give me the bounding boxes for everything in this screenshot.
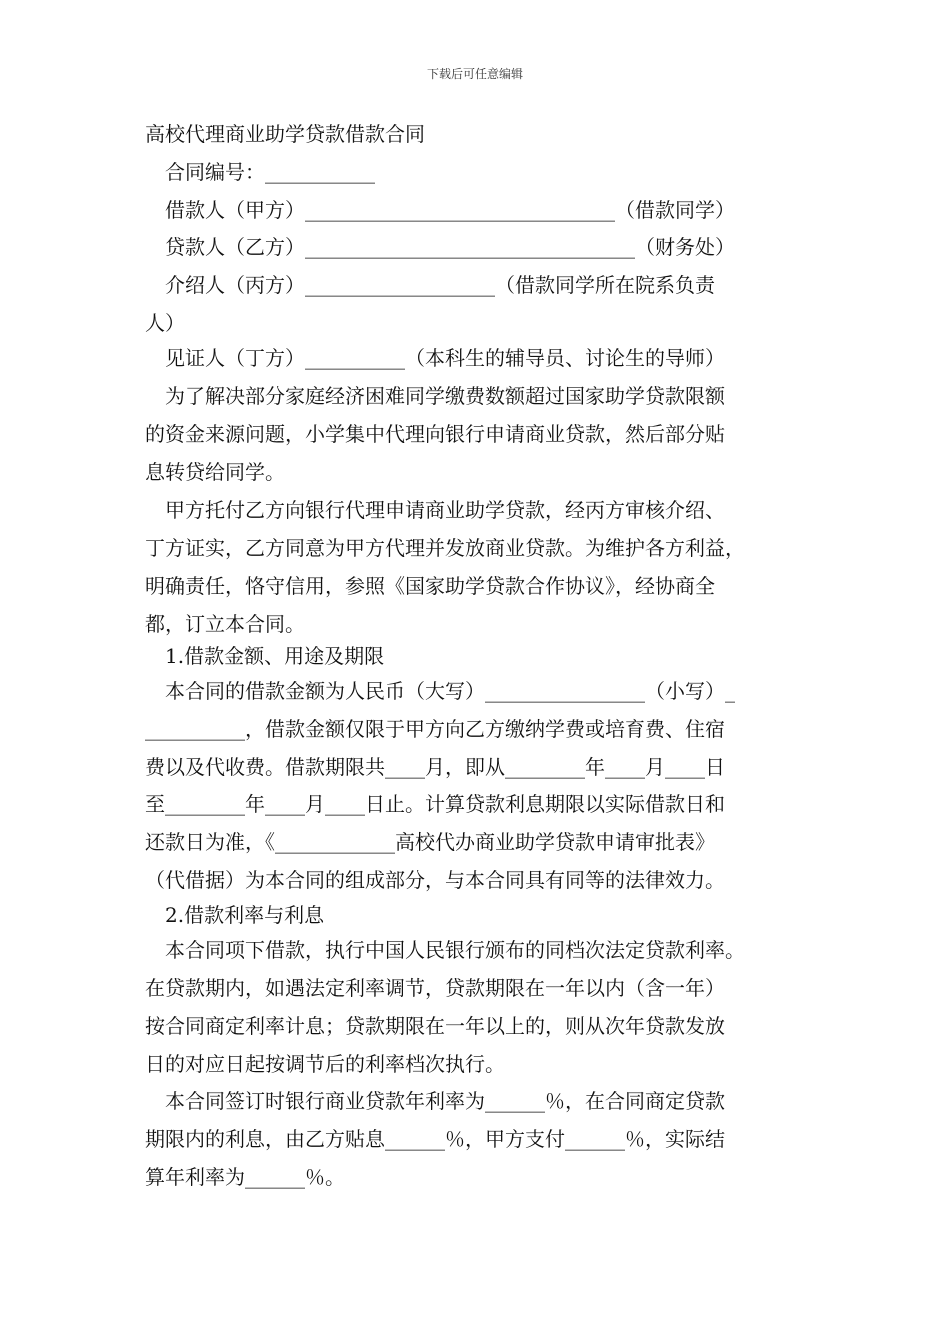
header-note: 下载后可任意编辑	[426, 67, 523, 81]
paragraph-line: __________，借款金额仅限于甲方向乙方缴纳学费或培育费、住宿	[145, 717, 725, 741]
paragraph-line: 至________年____月____日止。计算贷款利息期限以实际借款日和	[145, 792, 725, 816]
paragraph-line: 期限内的利息，由乙方贴息______％，甲方支付______％，实际结	[145, 1127, 725, 1151]
paragraph-line: 为了解决部分家庭经济困难同学缴费数额超过国家助学贷款限额	[165, 384, 725, 408]
paragraph-line: 费以及代收费。借款期限共____月，即从________年____月____日	[145, 755, 725, 779]
borrower-line: 借款人（甲方）_______________________________（借款同学）	[165, 198, 735, 222]
paragraph-line: 都，订立本合同。	[145, 612, 305, 636]
introducer-line: 介绍人（丙方）___________________（借款同学所在院系负责	[165, 273, 715, 297]
paragraph-line: 本合同的借款金额为人民币（大写）________________（小写）_	[165, 679, 735, 703]
contract-number-line: 合同编号：___________	[165, 160, 375, 184]
paragraph-line: 日的对应日起按调节后的利率档次执行。	[145, 1052, 505, 1076]
section-heading-2: 2.借款利率与利息	[165, 903, 325, 927]
paragraph-line: （代借据）为本合同的组成部分，与本合同具有同等的法律效力。	[145, 868, 725, 892]
paragraph-line: 本合同项下借款，执行中国人民银行颁布的同档次法定贷款利率。	[165, 938, 745, 962]
paragraph-line: 丁方证实，乙方同意为甲方代理并发放商业贷款。为维护各方利益，	[145, 536, 745, 560]
introducer-line-cont: 人）	[145, 311, 185, 335]
paragraph-line: 算年利率为______％。	[145, 1165, 345, 1189]
paragraph-line: 在贷款期内，如遇法定利率调节，贷款期限在一年以内（含一年）	[145, 976, 725, 1000]
paragraph-line: 的资金来源问题，小学集中代理向银行申请商业贷款，然后部分贴	[145, 422, 725, 446]
paragraph-line: 本合同签订时银行商业贷款年利率为______％，在合同商定贷款	[165, 1089, 725, 1113]
section-heading-1: 1.借款金额、用途及期限	[165, 644, 385, 668]
paragraph-line: 息转贷给同学。	[145, 460, 285, 484]
document-title: 高校代理商业助学贷款借款合同	[145, 122, 425, 146]
paragraph-line: 明确责任，恪守信用，参照《国家助学贷款合作协议》，经协商全	[145, 574, 715, 598]
paragraph-line: 还款日为准，《____________高校代办商业助学贷款申请审批表》	[145, 830, 715, 854]
paragraph-line: 按合同商定利率计息；贷款期限在一年以上的，则从次年贷款发放	[145, 1014, 725, 1038]
paragraph-line: 甲方托付乙方向银行代理申请商业助学贷款，经丙方审核介绍、	[165, 498, 725, 522]
lender-line: 贷款人（乙方）_________________________________（财务处）	[165, 235, 735, 259]
witness-line: 见证人（丁方）__________（本科生的辅导员、讨论生的导师）	[165, 346, 725, 370]
